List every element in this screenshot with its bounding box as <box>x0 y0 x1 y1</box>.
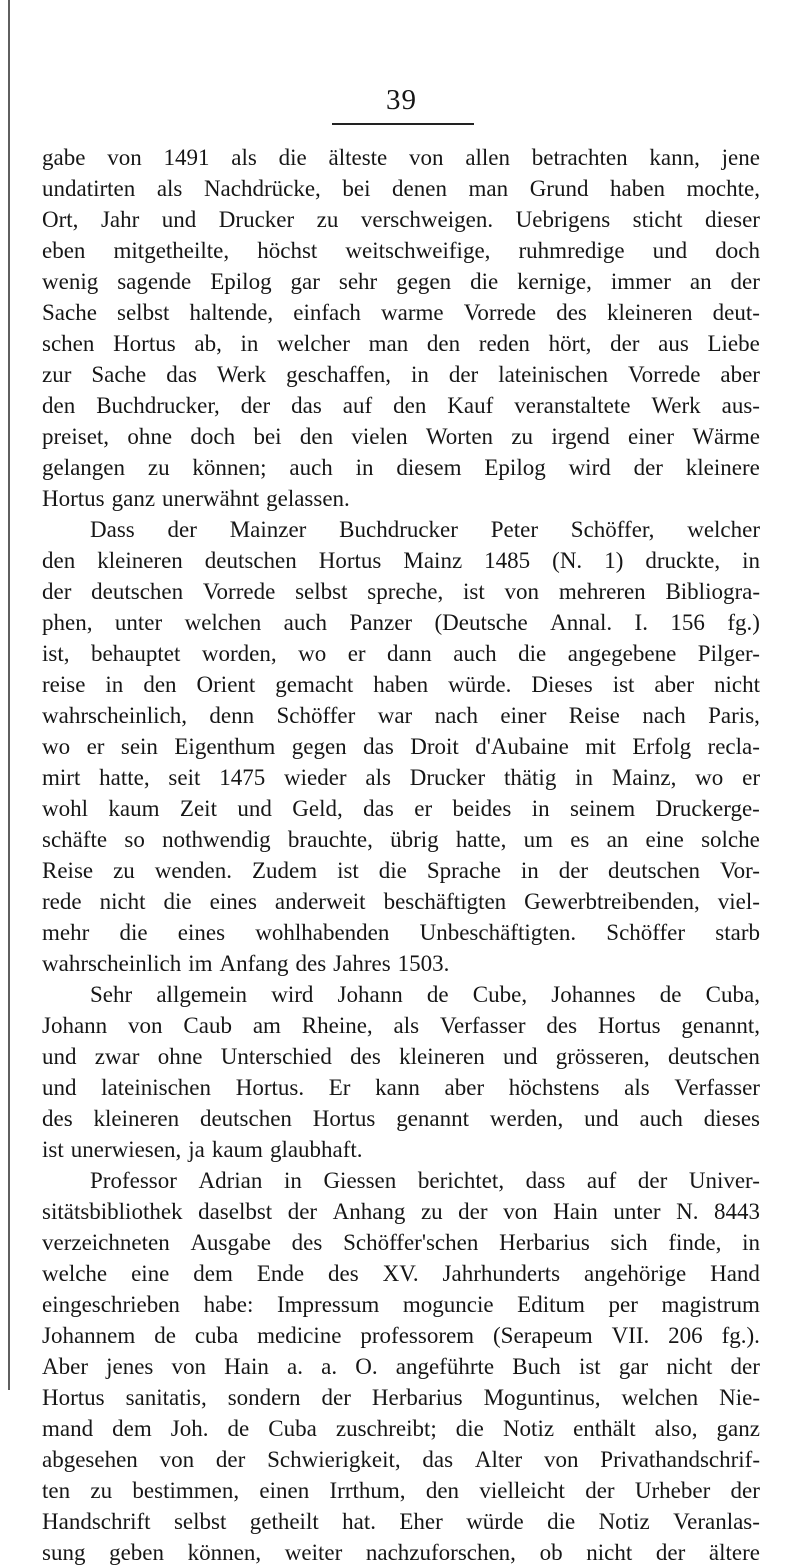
text-line: reise in den Orient gemacht haben würde. Dieses ist aber nicht <box>42 672 760 697</box>
text-line: den kleineren deutschen Hortus Mainz 1485 (N. 1) druckte, in <box>42 548 760 573</box>
text-line: undatirten als Nachdrücke, bei denen man Grund haben mochte, <box>42 176 760 201</box>
text-line: Dass der Mainzer Buchdrucker Peter Schöffer, welcher <box>90 517 760 542</box>
text-line: Reise zu wenden. Zudem ist die Sprache in der deutschen Vor- <box>42 858 760 883</box>
text-line: den Buchdrucker, der das auf den Kauf veranstaltete Werk aus- <box>42 393 760 418</box>
text-line: preiset, ohne doch bei den vielen Worten zu irgend einer Wärme <box>42 424 760 449</box>
text-line: zur Sache das Werk geschaffen, in der lateinischen Vorrede aber <box>42 362 760 387</box>
text-line: mehr die eines wohlhabenden Unbeschäftigten. Schöffer starb <box>42 920 760 945</box>
text-line: mand dem Joh. de Cuba zuschreibt; die Notiz enthält also, ganz <box>42 1416 760 1441</box>
text-line: gelangen zu können; auch in diesem Epilog wird der kleinere <box>42 455 760 480</box>
text-line: Johann von Caub am Rheine, als Verfasser des Hortus genannt, <box>42 1013 760 1038</box>
text-line: Handschrift selbst getheilt hat. Eher würde die Notiz Veranlas- <box>42 1509 760 1534</box>
text-line: verzeichneten Ausgabe des Schöffer'schen Herbarius sich finde, in <box>42 1230 760 1255</box>
text-line: Sache selbst haltende, einfach warme Vorrede des kleineren deut- <box>42 300 760 325</box>
text-line: ist unerwiesen, ja kaum glaubhaft. <box>42 1137 363 1162</box>
text-line: ten zu bestimmen, einen Irrthum, den vielleicht der Urheber der <box>42 1478 760 1503</box>
text-line: mirt hatte, seit 1475 wieder als Drucker thätig in Mainz, wo er <box>42 765 760 790</box>
text-line: Aber jenes von Hain a. a. O. angeführte Buch ist gar nicht der <box>42 1354 760 1379</box>
text-line: wohl kaum Zeit und Geld, das er beides in seinem Druckerge- <box>42 796 760 821</box>
text-line: sung geben können, weiter nachzuforschen, ob nicht der ältere <box>42 1540 760 1565</box>
text-line: eingeschrieben habe: Impressum moguncie Editum per magistrum <box>42 1292 760 1317</box>
text-line: wo er sein Eigenthum gegen das Droit d'Aubaine mit Erfolg recla- <box>42 734 760 759</box>
text-line: schäfte so nothwendig brauchte, übrig hatte, um es an eine solche <box>42 827 760 852</box>
text-line: wahrscheinlich, denn Schöffer war nach einer Reise nach Paris, <box>42 703 760 728</box>
body-text <box>42 142 760 1568</box>
text-line: Professor Adrian in Giessen berichtet, dass auf der Univer- <box>90 1168 760 1193</box>
text-line: schen Hortus ab, in welcher man den reden hört, der aus Liebe <box>42 331 760 356</box>
text-line: Hortus ganz unerwähnt gelassen. <box>42 486 350 511</box>
text-line: Hortus sanitatis, sondern der Herbarius Moguntinus, welchen Nie- <box>42 1385 760 1410</box>
text-line: wahrscheinlich im Anfang des Jahres 1503. <box>42 951 450 976</box>
text-line: und zwar ohne Unterschied des kleineren und grösseren, deutschen <box>42 1044 760 1069</box>
page-edge-rule <box>8 0 10 1390</box>
text-line: der deutschen Vorrede selbst spreche, ist von mehreren Bibliogra- <box>42 579 760 604</box>
text-line: abgesehen von der Schwierigkeit, das Alter von Privathandschrif- <box>42 1447 760 1472</box>
header-rule <box>332 123 474 125</box>
text-line: wenig sagende Epilog gar sehr gegen die kernige, immer an der <box>42 269 760 294</box>
text-line: und lateinischen Hortus. Er kann aber höchstens als Verfasser <box>42 1075 760 1100</box>
text-line: ist, behauptet worden, wo er dann auch die angegebene Pilger- <box>42 641 760 666</box>
text-line: eben mitgetheilte, höchst weitschweifige, ruhmredige und doch <box>42 238 760 263</box>
text-line: gabe von 1491 als die älteste von allen betrachten kann, jene <box>42 145 760 170</box>
text-line: phen, unter welchen auch Panzer (Deutsche Annal. I. 156 fg.) <box>42 610 760 635</box>
text-line: des kleineren deutschen Hortus genannt werden, und auch dieses <box>42 1106 760 1131</box>
text-line: Ort, Jahr und Drucker zu verschweigen. Uebrigens sticht dieser <box>42 207 760 232</box>
text-line: welche eine dem Ende des XV. Jahrhunderts angehörige Hand <box>42 1261 760 1286</box>
text-line: Johannem de cuba medicine professorem (Serapeum VII. 206 fg.). <box>42 1323 760 1348</box>
text-line: Sehr allgemein wird Johann de Cube, Johannes de Cuba, <box>90 982 760 1007</box>
text-line: sitätsbibliothek daselbst der Anhang zu der von Hain unter N. 8443 <box>42 1199 760 1224</box>
page-number: 39 <box>386 84 417 116</box>
text-line: rede nicht die eines anderweit beschäftigten Gewerbtreibenden, viel- <box>42 889 760 914</box>
